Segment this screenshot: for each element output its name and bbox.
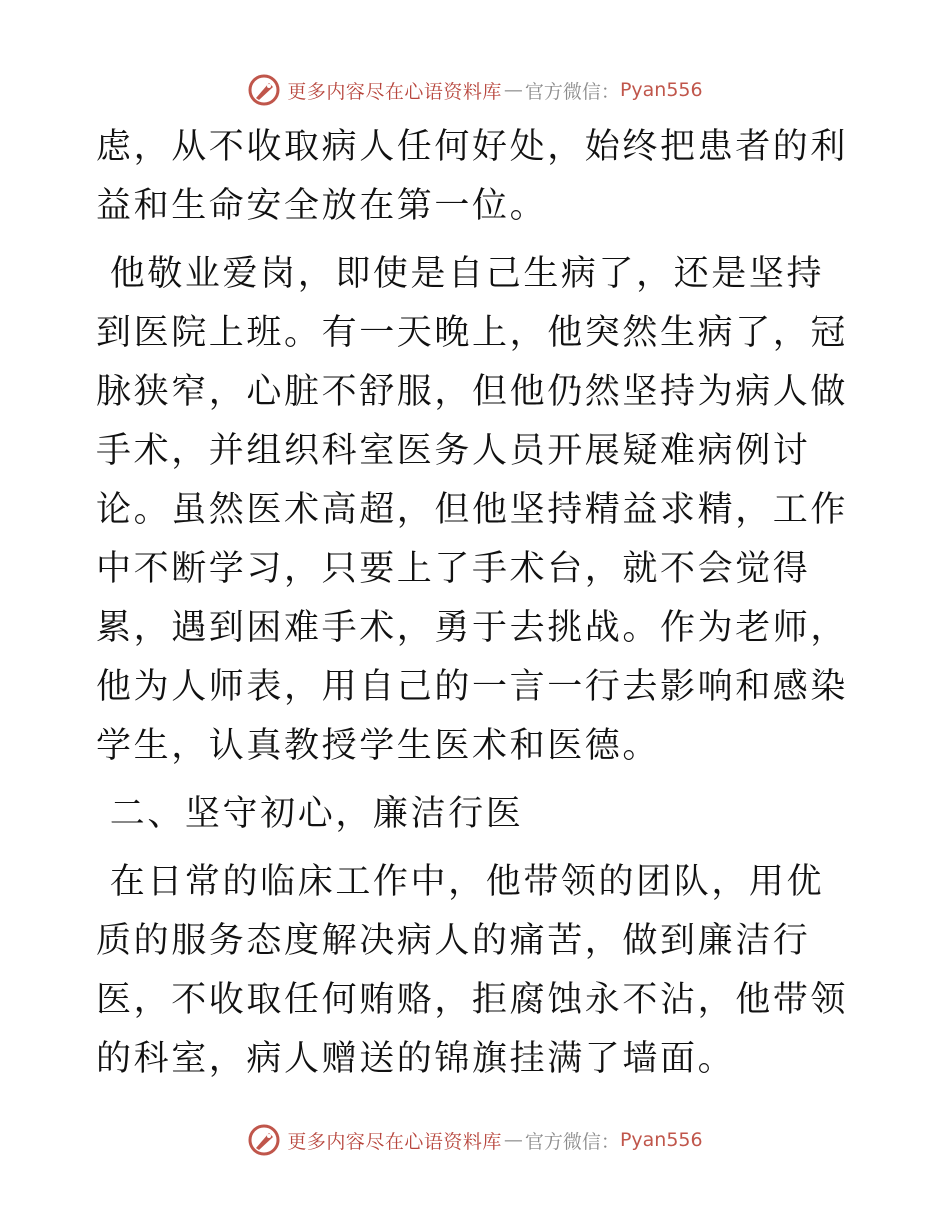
paragraph-2: 他敬业爱岗，即使是自己生病了，还是坚持到医院上班。有一天晚上，他突然生病了，冠脉狭窄，心脏不舒服，但他仍然坚持为病人做手术，并组织科室医务人员开展疑难病例讨论。虽然医术高超，但他坚持精益求精，工作中不断学习，只要上了手术台，就不会觉得累，遇到困难手术，勇于去挑战。作为老师，他为人师表，用自己的一言一行去影响和感染学生，认真教授学生医术和医德。 — [96, 254, 849, 766]
footer-watermark — [0, 1120, 950, 1160]
pen-nib-logo-icon — [247, 73, 281, 107]
watermark-brand: 更多内容尽在心语资料库 — [287, 80, 502, 103]
document-body — [96, 118, 856, 1089]
watermark-label: 官方微信： — [524, 1130, 620, 1153]
pen-nib-logo-icon — [247, 1123, 281, 1157]
paragraph-1: 虑，从不收取病人任何好处，始终把患者的利益和生命安全放在第一位。 — [96, 127, 849, 226]
paragraph-3: 在日常的临床工作中，他带领的团队，用优质的服务态度解决病人的痛苦，做到廉洁行医，不收取任何贿赂，拒腐蚀永不沾，他带领的科室，病人赠送的锦旗挂满了墙面。 — [96, 862, 849, 1079]
watermark-wechat-id: Pyan556 — [619, 1129, 703, 1151]
section-heading: 二、坚守初心，廉洁行医 — [96, 794, 524, 834]
header-watermark — [0, 70, 950, 110]
watermark-dash: — — [503, 1129, 523, 1151]
watermark-brand: 更多内容尽在心语资料库 — [287, 1130, 502, 1153]
watermark-dash: — — [503, 79, 523, 101]
watermark-label: 官方微信： — [524, 80, 620, 103]
watermark-wechat-id: Pyan556 — [619, 79, 703, 101]
